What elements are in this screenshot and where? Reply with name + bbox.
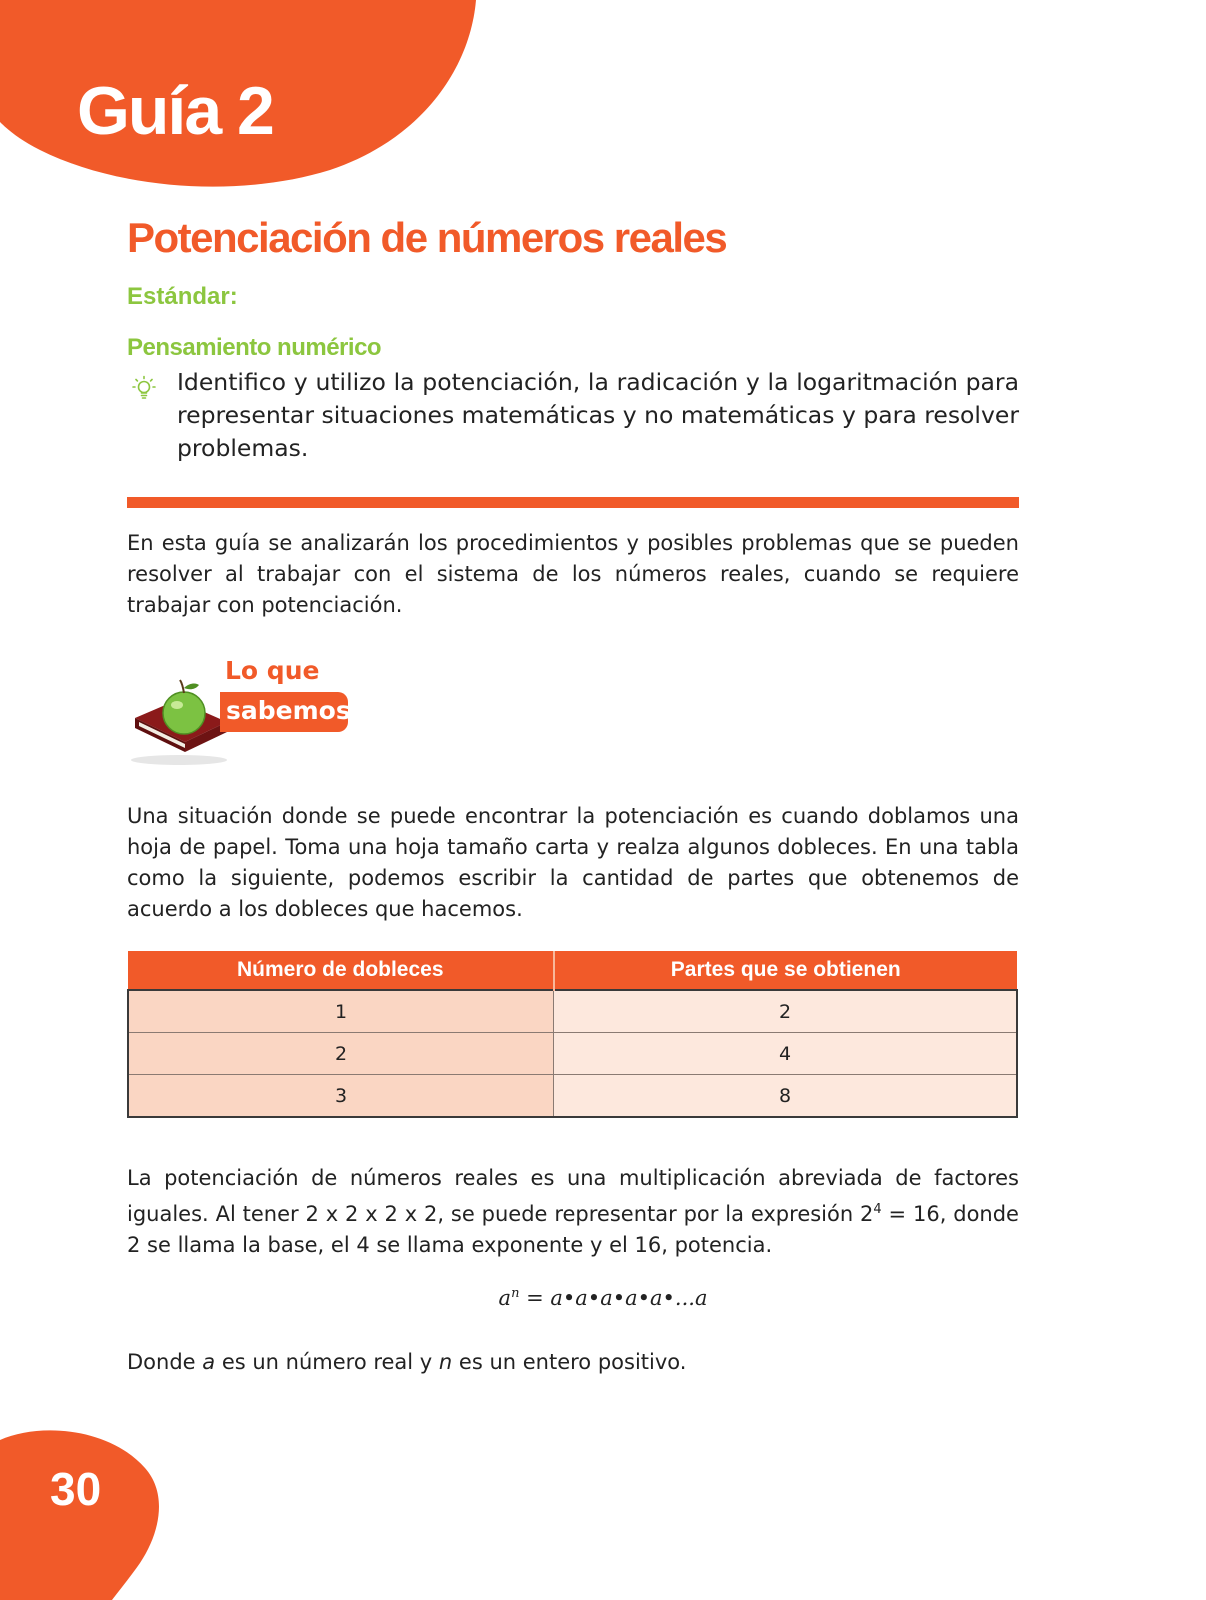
page-title: Potenciación de números reales [127,214,727,261]
folds-table [127,951,1018,1118]
closing-text: es un entero positivo. [452,1350,687,1374]
closing-text: es un número real y [215,1350,439,1374]
standard-label: Estándar: [127,283,238,310]
cell-parts: 4 [554,1033,1018,1075]
cell-parts: 2 [554,990,1018,1033]
table-row [128,1075,1017,1118]
table-row [128,990,1017,1033]
definition-exponent: 4 [873,1202,882,1217]
table-header-row [128,951,1017,990]
formula-exponent: n [511,1286,520,1301]
header-parts: Partes que se obtienen [554,951,1018,990]
cell-folds: 3 [128,1075,554,1118]
section-divider [127,497,1019,508]
guide-title: Guía 2 [77,73,273,149]
cell-folds: 1 [128,990,554,1033]
situation-paragraph: Una situación donde se puede encontrar la potenciación es cuando doblamos una hoja de papel. Toma una hoja tamaño carta y realza algunos dobleces. En una tabla como la siguiente, podemos escribir la cantidad de partes que obtenemos de acuerdo a los dobleces que hacemos. [127,804,1019,921]
intro-paragraph: En esta guía se analizarán los procedimientos y posibles problemas que se pueden resolver al trabajar con el sistema de los números reales, cuando se requiere trabajar con potenciación. [127,531,1019,617]
definition-text-end: = 16, donde 2 se llama la base, el 4 se llama exponente y el 16, potencia. [127,1202,1019,1257]
badge-label-top: Lo que [225,656,320,685]
thinking-label: Pensamiento numérico [127,334,382,361]
power-formula [0,1286,1206,1310]
cell-folds: 2 [128,1033,554,1075]
standard-text: Identifico y utilizo la potenciación, la radicación y la logaritmación para representar situaciones matemáticas y no matemáticas y para resolver problemas. [177,368,1019,462]
formula-rhs: = a•a•a•a•a•...a [519,1286,708,1310]
closing-paragraph [127,1347,1019,1378]
definition-paragraph [127,1163,1019,1261]
header-folds: Número de dobleces [128,951,554,990]
formula-base: a [498,1286,512,1310]
closing-text: Donde [127,1350,203,1374]
definition-text: La potenciación de números reales es una multiplicación abreviada de factores iguales. Al tener 2 x 2 x 2 x 2, se puede representar por la expresión 2 [127,1166,1019,1226]
variable-n: n [438,1350,453,1374]
table-row [128,1033,1017,1075]
variable-a: a [202,1350,216,1374]
cell-parts: 8 [554,1075,1018,1118]
page-number: 30 [50,1463,102,1515]
lightbulb-icon [129,375,159,405]
badge-label-bottom: sabemos [226,696,351,725]
